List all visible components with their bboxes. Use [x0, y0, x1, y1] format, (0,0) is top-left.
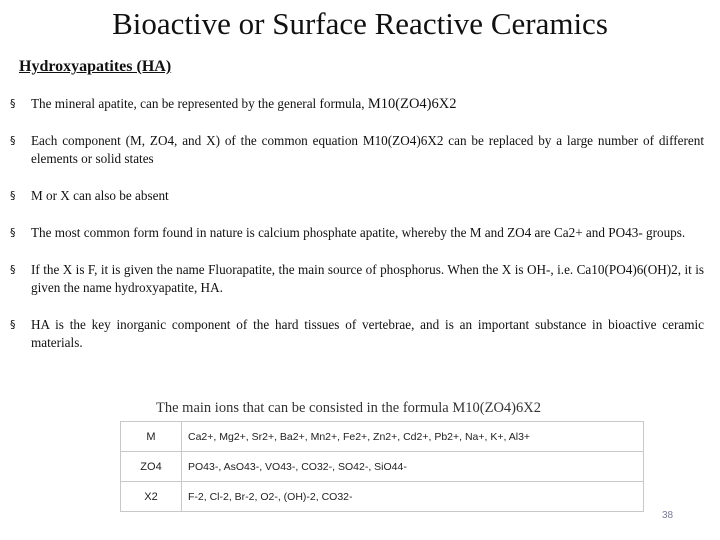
bullet-item [10, 316, 704, 352]
bullet-marker: § [10, 226, 16, 239]
bullet-marker: § [10, 134, 16, 147]
table-row-key: ZO4 [121, 452, 182, 482]
slide-subtitle: Hydroxyapatites (HA) [19, 58, 172, 75]
table-row [121, 452, 644, 482]
bullet-marker: § [10, 189, 16, 202]
table-row-values: PO43-, AsO43-, VO43-, CO32-, SO42-, SiO44- [182, 452, 644, 482]
table-row-key: M [121, 422, 182, 452]
bullet-text: Each component (M, ZO4, and X) of the common equation M10(ZO4)6X2 can be replaced by a large number of different elements or solid states [31, 133, 704, 166]
bullet-text: M or X can also be absent [31, 188, 169, 203]
bullet-item [10, 224, 704, 242]
table-row-values: F-2, Cl-2, Br-2, O2-, (OH)-2, CO32- [182, 482, 644, 512]
bullet-marker: § [10, 97, 16, 110]
table-caption: The main ions that can be consisted in the formula M10(ZO4)6X2 [156, 400, 541, 416]
slide-title: Bioactive or Surface Reactive Ceramics [112, 6, 608, 41]
bullet-formula: M10(ZO4)6X2 [367, 96, 457, 112]
page-number: 38 [662, 510, 674, 521]
bullet-marker: § [10, 318, 16, 331]
bullet-text: The most common form found in nature is calcium phosphate apatite, whereby the M and ZO4 are Ca2+ and PO43- groups. [31, 225, 686, 240]
bullet-item [10, 187, 704, 205]
bullet-item [10, 261, 704, 297]
bullet-item [10, 132, 704, 168]
table-row [121, 422, 644, 452]
bullet-text: HA is the key inorganic component of the hard tissues of vertebrae, and is an important substance in bioactive ceramic materials. [31, 317, 704, 350]
table-row [121, 482, 644, 512]
bullet-text: If the X is F, it is given the name Fluorapatite, the main source of phosphorus. When the X is OH-, i.e. Ca10(PO4)6(OH)2, it is given the name hydroxyapatite, HA. [31, 262, 704, 295]
ions-table [120, 421, 644, 512]
table-row-values: Ca2+, Mg2+, Sr2+, Ba2+, Mn2+, Fe2+, Zn2+, Cd2+, Pb2+, Na+, K+, Al3+ [182, 422, 644, 452]
bullet-text: The mineral apatite, can be represented by the general formula, [31, 96, 368, 111]
table-row-key: X2 [121, 482, 182, 512]
bullet-marker: § [10, 263, 16, 276]
bullet-item [10, 95, 704, 113]
bullet-list [10, 95, 704, 371]
